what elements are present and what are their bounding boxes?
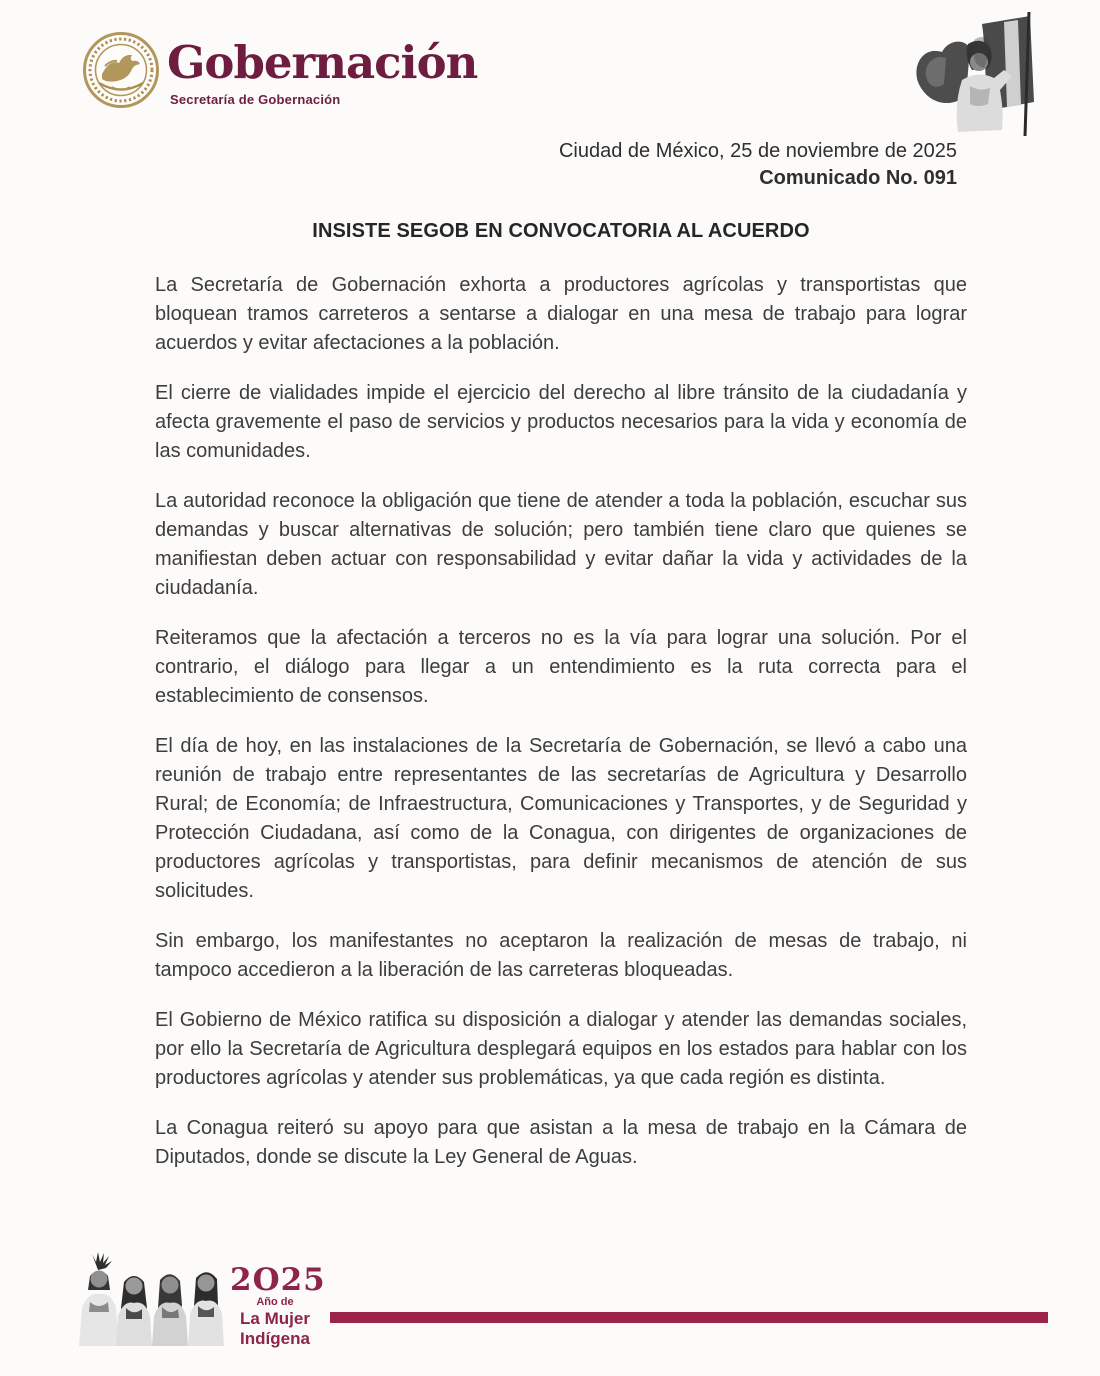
- flag-bearer-image: [912, 10, 1044, 138]
- segob-wordmark: Gobernación: [167, 36, 478, 89]
- paragraph: El día de hoy, en las instalaciones de la Secretaría de Gobernación, se llevó a cabo una reunión de trabajo entre representantes de las secretarías de Agricultura y Desarrollo Rural; de Economía; de Infraestructura, Comunicaciones y Transportes, y de Seguridad y Protección Ciudadana, así como de la Conagua, con dirigentes de organizaciones de productores agrícolas y transportistas, para definir mecanismos de atención de sus solicitudes.: [155, 735, 967, 902]
- document-title: INSISTE SEGOB EN CONVOCATORIA AL ACUERDO: [312, 220, 810, 242]
- indigenous-women-image: [76, 1250, 234, 1346]
- paragraph: El Gobierno de México ratifica su disposición a dialogar y atender las demandas sociales, por ello la Secretaría de Agricultura desplegará equipos en los estados para hablar con los productores agrícolas y atender sus problemáticas, ya que cada región es distinta.: [155, 1009, 967, 1089]
- paragraph: La autoridad reconoce la obligación que tiene de atender a toda la población, escuchar sus demandas y buscar alternativas de solución; pero también tiene claro que quienes se manifiestan deben actuar con responsabilidad y evitar dañar la vida y actividades de la ciudadanía.: [155, 490, 967, 599]
- segob-subtitle: Secretaría de Gobernación: [170, 92, 341, 107]
- paragraph: Reiteramos que la afectación a terceros no es la vía para lograr una solución. Por el contrario, el diálogo para llegar a un entendimiento es la ruta correcta para el establecimiento de consensos.: [155, 627, 967, 707]
- footer-divider-bar: [330, 1312, 1048, 1323]
- paragraph: Sin embargo, los manifestantes no aceptaron la realización de mesas de trabajo, ni tampoco accedieron a la liberación de las carreteras bloqueadas.: [155, 930, 967, 981]
- dateline: Ciudad de México, 25 de noviembre de 2025: [558, 140, 957, 162]
- comunicado-number: Comunicado No. 091: [759, 167, 957, 189]
- campaign-line1: Año de: [256, 1296, 294, 1308]
- dateline-block: [559, 138, 957, 192]
- campaign-year: 2O25: [230, 1262, 326, 1298]
- paragraph: La Conagua reiteró su apoyo para que asistan a la mesa de trabajo en la Cámara de Diputados, donde se discute la Ley General de Aguas.: [155, 1117, 967, 1168]
- campaign-logo: [230, 1262, 326, 1349]
- paragraph: La Secretaría de Gobernación exhorta a productores agrícolas y transportistas que bloquean tramos carreteros a sentarse a dialogar en una mesa de trabajo para lograr acuerdos y evitar afectaciones a la población.: [155, 274, 967, 354]
- document-body: [155, 271, 967, 1193]
- paragraph: El cierre de vialidades impide el ejercicio del derecho al libre tránsito de la ciudadanía y afecta gravemente el paso de servicios y productos necesarios para la vida y economía de las comunidades.: [155, 382, 967, 462]
- campaign-line2: La Mujer: [240, 1309, 310, 1328]
- national-seal-icon: [82, 30, 160, 110]
- campaign-line3: Indígena: [240, 1329, 310, 1348]
